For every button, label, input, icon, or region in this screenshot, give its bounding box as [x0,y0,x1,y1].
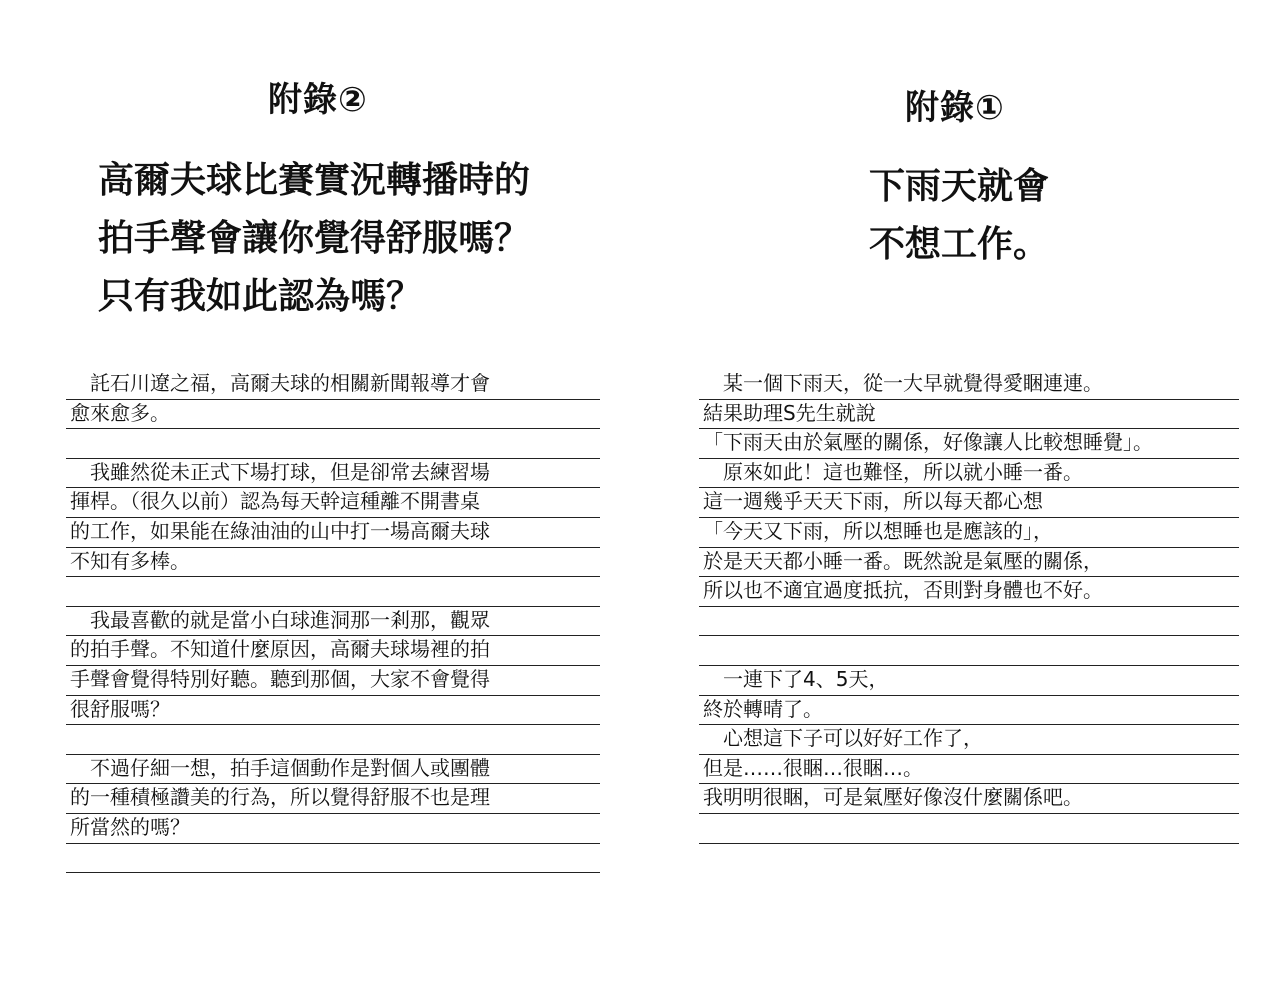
text-line: 我明明很睏，可是氣壓好像沒什麼關係吧。 [699,784,1239,814]
text-line: 手聲會覺得特別好聽。聽到那個，大家不會覺得 [66,666,600,696]
headline-line: 高爾夫球比賽實況轉播時的 [98,160,531,201]
text-line [699,814,1239,844]
text-line [699,636,1239,666]
text-line: 所當然的嗎？ [66,814,600,844]
text-line: 愈來愈多。 [66,400,600,430]
text-line: 我最喜歡的就是當小白球進洞那一剎那，觀眾 [66,607,600,637]
text-line: 「今天又下雨，所以想睡也是應該的」， [699,518,1239,548]
text-line: 我雖然從未正式下場打球，但是卻常去練習場 [66,459,600,489]
text-line: 一連下了4、5天， [699,666,1239,696]
text-line: 「下雨天由於氣壓的關係，好像讓人比較想睡覺」。 [699,429,1239,459]
text-line: 所以也不適宜過度抵抗，否則對身體也不好。 [699,577,1239,607]
text-line: 的工作，如果能在綠油油的山中打一場高爾夫球 [66,518,600,548]
right-ruled-text [699,370,1239,844]
text-line: 於是天天都小睡一番。既然說是氣壓的關係， [699,548,1239,578]
text-line [699,607,1239,637]
headline-line: 拍手聲會讓你覺得舒服嗎？ [98,218,531,259]
text-line: 這一週幾乎天天下雨，所以每天都心想 [699,488,1239,518]
headline-line: 只有我如此認為嗎？ [98,276,423,317]
text-line: 結果助理S先生就說 [699,400,1239,430]
left-headline [98,152,530,326]
text-line [66,844,600,874]
text-line: 不過仔細一想，拍手這個動作是對個人或團體 [66,755,600,785]
text-line: 的一種積極讚美的行為，所以覺得舒服不也是理 [66,784,600,814]
text-line: 託石川遼之福，高爾夫球的相關新聞報導才會 [66,370,600,400]
headline-line: 不想工作。 [869,224,1050,265]
text-line: 的拍手聲。不知道什麼原因，高爾夫球場裡的拍 [66,636,600,666]
right-headline [869,158,1049,274]
text-line: 但是……很睏…很睏…。 [699,755,1239,785]
text-line: 很舒服嗎？ [66,696,600,726]
appendix-2-title: 附錄② [268,80,368,120]
text-line [66,725,600,755]
text-line: 原來如此！這也難怪，所以就小睡一番。 [699,459,1239,489]
right-page [643,0,1286,998]
text-line: 心想這下子可以好好工作了， [699,725,1239,755]
text-line: 不知有多棒。 [66,548,600,578]
text-line [66,577,600,607]
text-line: 揮桿。（很久以前）認為每天幹這種離不開書桌 [66,488,600,518]
appendix-1-title: 附錄① [905,88,1005,128]
text-line [66,429,600,459]
left-ruled-text [66,370,600,873]
text-line: 某一個下雨天，從一大早就覺得愛睏連連。 [699,370,1239,400]
headline-line: 下雨天就會 [869,166,1050,207]
text-line: 終於轉晴了。 [699,696,1239,726]
